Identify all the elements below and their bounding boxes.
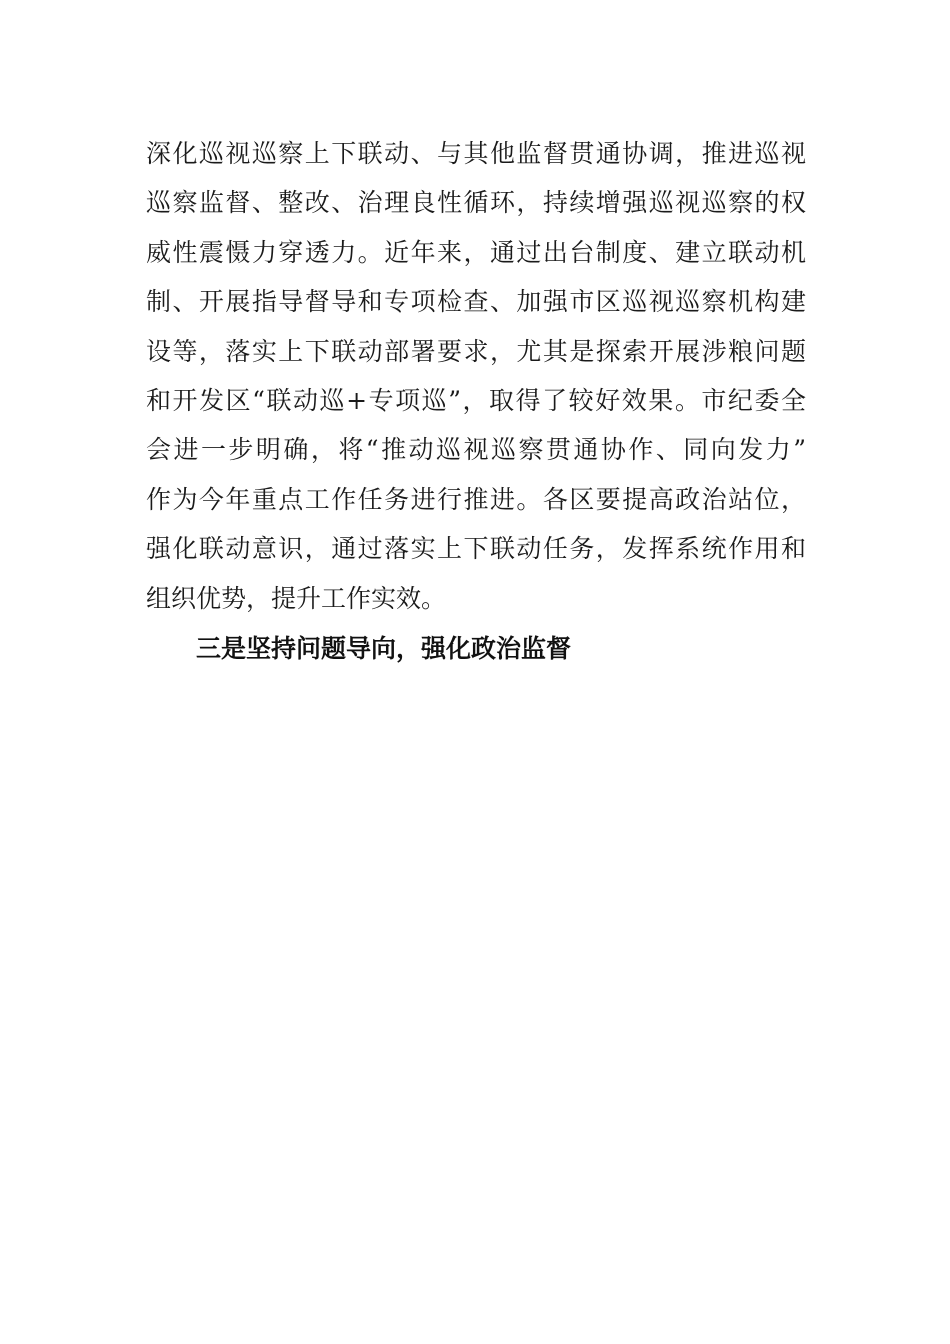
paragraph-line: 制、开展指导督导和专项检查、加强市区巡视巡察机构建 — [146, 287, 806, 317]
paragraph-line: 作为今年重点工作任务进行推进。各区要提高政治站位， — [146, 484, 806, 514]
section-heading: 三是坚持问题导向，强化政治监督 — [196, 634, 572, 663]
body-paragraph — [146, 129, 806, 623]
paragraph-line: 组织优势，提升工作实效。 — [146, 583, 447, 613]
paragraph-line: 强化联动意识，通过落实上下联动任务，发挥系统作用和 — [146, 534, 806, 564]
paragraph-line: 会进一步明确，将“推动巡视巡察贯通协作、同向发力” — [146, 435, 806, 465]
paragraph-line: 巡察监督、整改、治理良性循环，持续增强巡视巡察的权 — [146, 188, 806, 218]
paragraph-line: 设等，落实上下联动部署要求，尤其是探索开展涉粮问题 — [146, 336, 806, 366]
paragraph-line: 和开发区“联动巡+专项巡”，取得了较好效果。市纪委全 — [146, 385, 806, 415]
paragraph-line: 威性震慑力穿透力。近年来，通过出台制度、建立联动机 — [146, 237, 806, 267]
paragraph-line: 深化巡视巡察上下联动、与其他监督贯通协调，推进巡视 — [146, 139, 806, 168]
